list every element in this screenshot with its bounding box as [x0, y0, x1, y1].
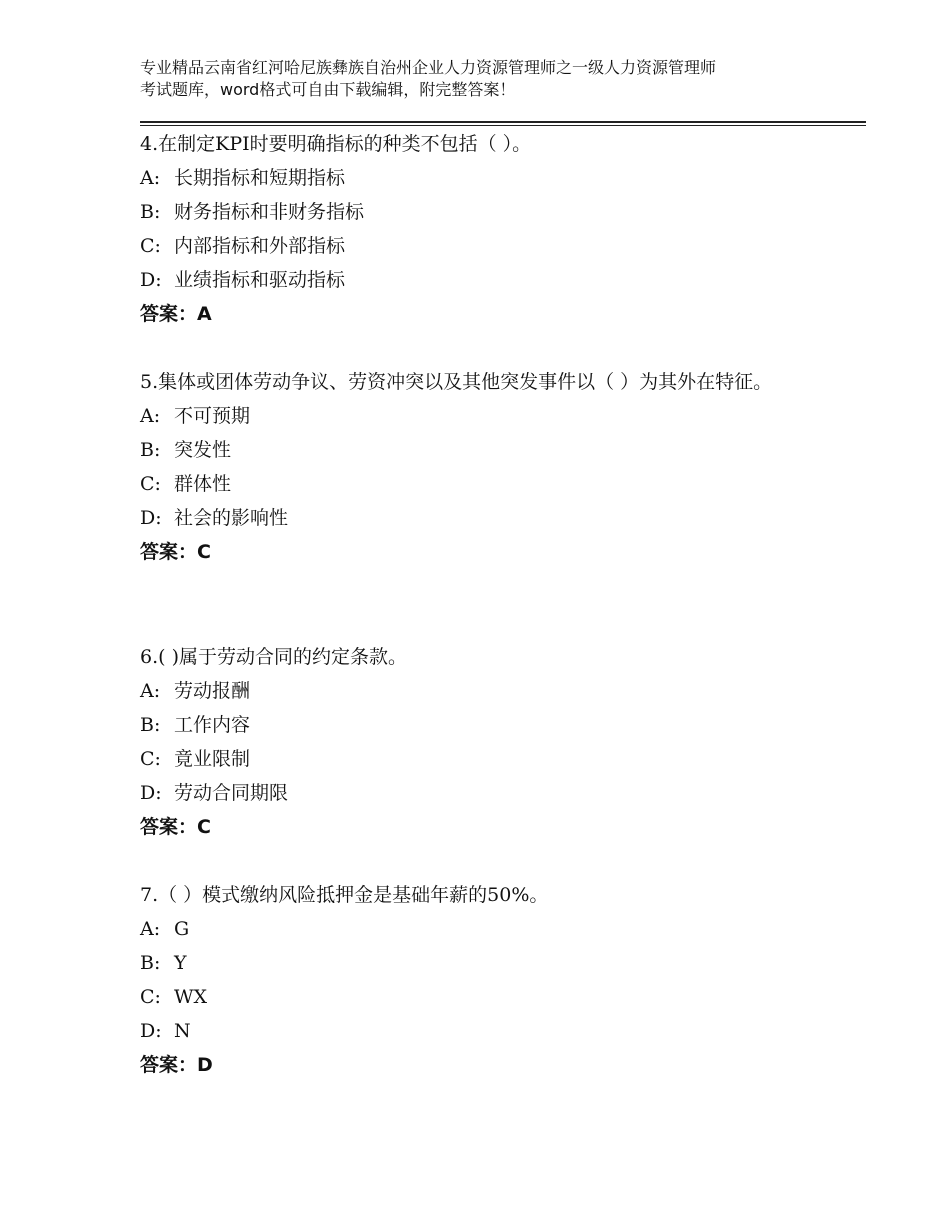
question-text: 5.集体或团体劳动争议、劳资冲突以及其他突发事件以（ ）为其外在特征。: [140, 371, 773, 393]
question-7: [140, 878, 820, 1082]
option-key: C:: [140, 986, 161, 1008]
question-text: 6.( )属于劳动合同的约定条款。: [140, 646, 407, 668]
option-c: [140, 742, 820, 776]
header-line-1: 专业精品云南省红河哈尼族彝族自治州企业人力资源管理师之一级人力资源管理师: [140, 58, 717, 77]
header-divider: [140, 121, 866, 123]
option-d: [140, 501, 820, 535]
header-line-2: 考试题库，word格式可自由下载编辑，附完整答案！: [140, 80, 516, 99]
option-a: [140, 912, 820, 946]
option-key: A:: [140, 167, 161, 189]
option-text: 劳动合同期限: [174, 782, 289, 804]
option-text: 突发性: [174, 439, 232, 461]
header-divider-thin: [140, 125, 866, 126]
option-text: 群体性: [174, 473, 232, 495]
option-text: 竟业限制: [174, 748, 251, 770]
option-key: B:: [140, 952, 161, 974]
question-4: [140, 127, 820, 331]
answer: 答案：C: [140, 816, 211, 838]
option-text: G: [174, 918, 190, 940]
option-text: 长期指标和短期指标: [174, 167, 346, 189]
option-text: Y: [174, 952, 187, 974]
option-text: 社会的影响性: [174, 507, 289, 529]
option-text: 业绩指标和驱动指标: [174, 269, 346, 291]
option-key: C:: [140, 235, 161, 257]
option-key: C:: [140, 473, 161, 495]
option-key: A:: [140, 405, 161, 427]
option-key: D:: [140, 782, 162, 804]
option-key: D:: [140, 507, 162, 529]
option-text: WX: [174, 986, 208, 1008]
option-a: [140, 399, 820, 433]
option-key: D:: [140, 269, 162, 291]
option-text: 工作内容: [174, 714, 251, 736]
option-b: [140, 195, 820, 229]
option-text: 内部指标和外部指标: [174, 235, 346, 257]
option-b: [140, 433, 820, 467]
option-key: A:: [140, 680, 161, 702]
option-b: [140, 708, 820, 742]
question-text: 4.在制定KPI时要明确指标的种类不包括（ ）。: [140, 133, 532, 155]
option-key: A:: [140, 918, 161, 940]
option-text: 不可预期: [174, 405, 251, 427]
option-key: C:: [140, 748, 161, 770]
question-6: [140, 640, 820, 844]
question-text: 7.（ ）模式缴纳风险抵押金是基础年薪的50%。: [140, 884, 549, 906]
option-key: B:: [140, 714, 161, 736]
option-c: [140, 467, 820, 501]
option-c: [140, 229, 820, 263]
option-c: [140, 980, 820, 1014]
option-text: 劳动报酬: [174, 680, 251, 702]
option-key: B:: [140, 201, 161, 223]
option-d: [140, 1014, 820, 1048]
option-a: [140, 674, 820, 708]
question-5: [140, 365, 820, 569]
answer: 答案：D: [140, 1054, 213, 1076]
option-a: [140, 161, 820, 195]
option-text: N: [174, 1020, 191, 1042]
option-key: B:: [140, 439, 161, 461]
option-key: D:: [140, 1020, 162, 1042]
option-text: 财务指标和非财务指标: [174, 201, 365, 223]
option-d: [140, 776, 820, 810]
option-b: [140, 946, 820, 980]
answer: 答案：C: [140, 541, 211, 563]
answer: 答案：A: [140, 303, 212, 325]
option-d: [140, 263, 820, 297]
document-header: [140, 57, 840, 101]
